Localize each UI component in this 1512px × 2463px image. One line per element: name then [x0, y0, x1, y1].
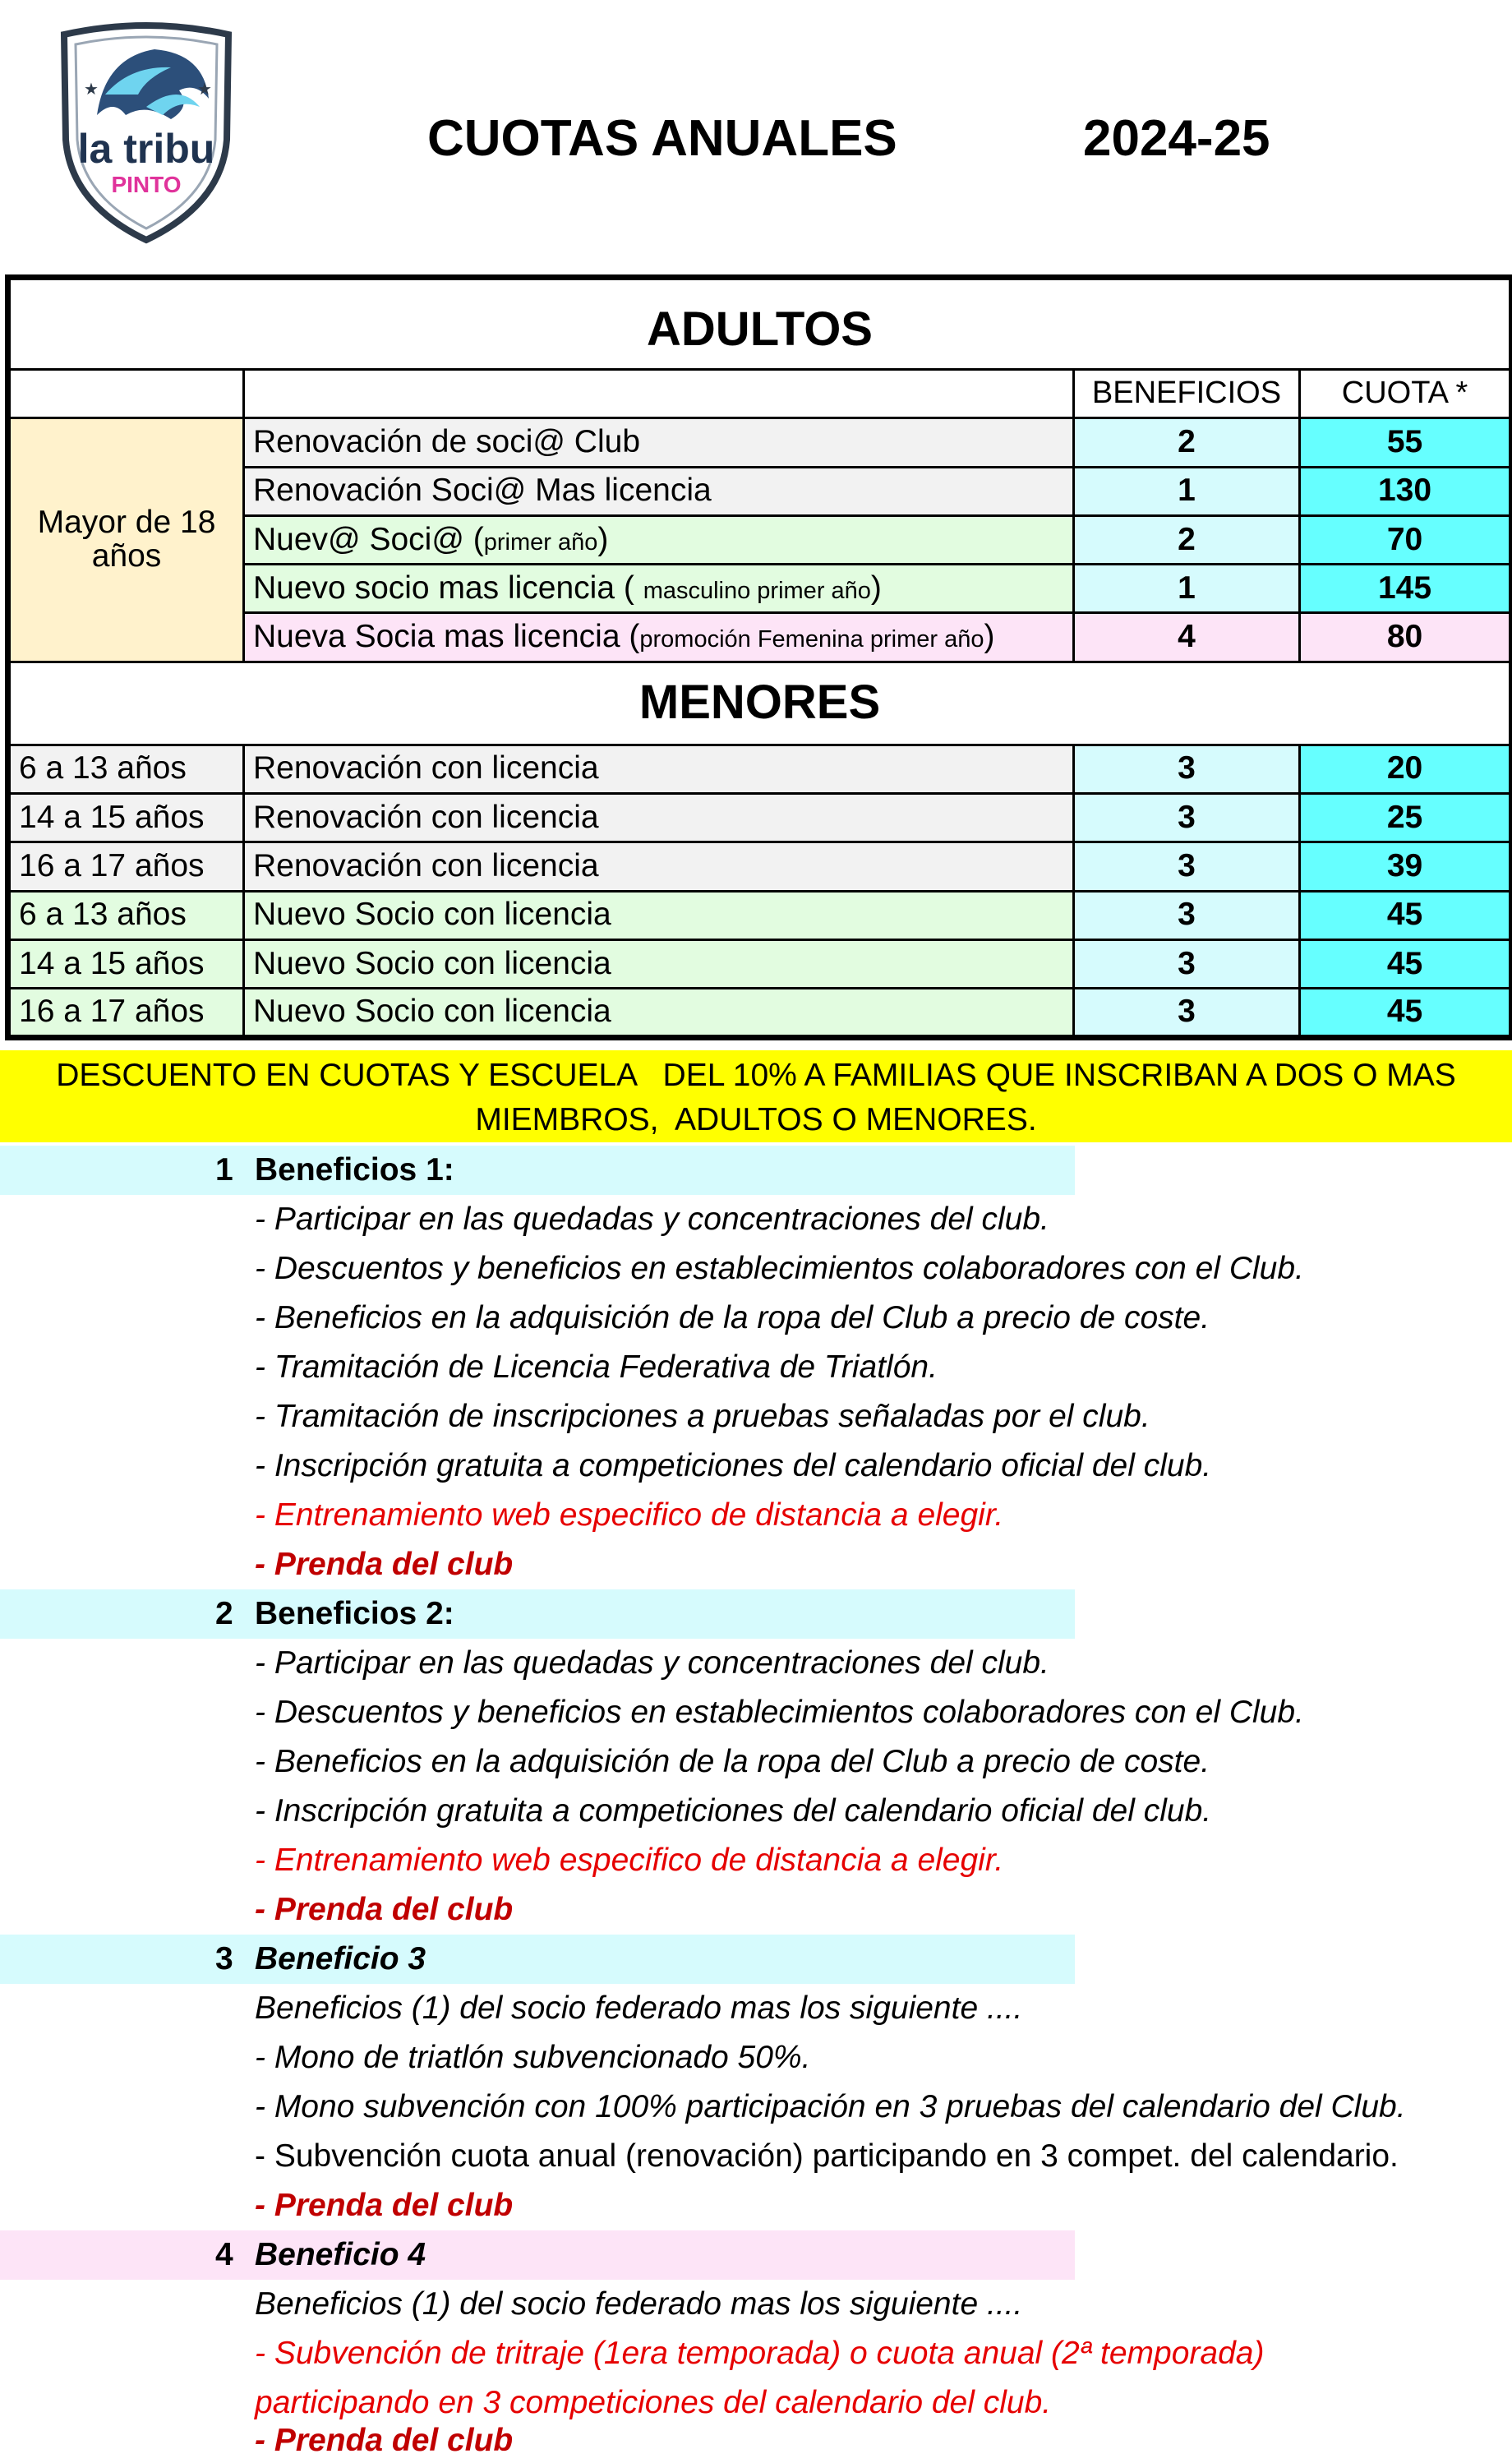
benefits-cell: 1	[1074, 467, 1300, 515]
benefits-cell: 3	[1074, 939, 1300, 988]
logo-text-main: la tribu	[77, 126, 215, 172]
fee-cell: 145	[1300, 565, 1512, 613]
col-header-fee: CUOTA *	[1300, 370, 1512, 418]
table-row	[8, 794, 1512, 842]
fee-cell: 55	[1300, 418, 1512, 467]
concept-cell: Renovación Soci@ Mas licencia	[244, 467, 1074, 515]
list-item: - Mono de triatlón subvencionado 50%.	[255, 2040, 811, 2075]
table-row	[8, 842, 1512, 891]
age-cell: 16 a 17 años	[8, 989, 244, 1037]
concept-note: promoción Femenina primer año	[639, 626, 984, 653]
list-item: - Tramitación de Licencia Federativa de Triatlón.	[255, 1349, 938, 1385]
benefit-title: Beneficio 3	[255, 1941, 426, 1976]
benefit-number: 2	[215, 1596, 233, 1631]
section-adults-title: ADULTOS	[8, 278, 1512, 370]
list-item: Beneficios (1) del socio federado mas los siguiente ....	[255, 1990, 1023, 2026]
concept-cell: Nuevo Socio con licencia	[244, 891, 1074, 939]
benefit-1-header	[0, 1146, 1075, 1195]
benefit-title: Beneficios 2:	[255, 1596, 454, 1631]
concept-note: primer año	[483, 528, 598, 556]
fee-cell: 25	[1300, 794, 1512, 842]
table-row	[8, 418, 1512, 467]
age-cell: 16 a 17 años	[8, 842, 244, 891]
age-cell: 6 a 13 años	[8, 745, 244, 793]
list-item-garment: - Prenda del club	[255, 2423, 514, 2458]
fee-cell: 80	[1300, 613, 1512, 662]
fee-cell: 70	[1300, 515, 1512, 564]
benefit-title: Beneficio 4	[255, 2237, 426, 2272]
list-item-highlight: - Entrenamiento web especifico de distancia a elegir.	[255, 1843, 1004, 1878]
col-header-benefits: BENEFICIOS	[1074, 370, 1300, 418]
benefit-number: 1	[215, 1152, 233, 1188]
fee-cell: 130	[1300, 467, 1512, 515]
list-item: - Descuentos y beneficios en establecimientos colaboradores con el Club.	[255, 1251, 1304, 1286]
list-item: - Beneficios en la adquisición de la ropa del Club a precio de coste.	[255, 1744, 1210, 1779]
age-cell: 6 a 13 años	[8, 891, 244, 939]
age-cell: 14 a 15 años	[8, 794, 244, 842]
concept-cell: Nuevo Socio con licencia	[244, 989, 1074, 1037]
fee-cell: 45	[1300, 939, 1512, 988]
section-minors-title: MENORES	[8, 662, 1512, 745]
benefits-cell: 1	[1074, 565, 1300, 613]
benefits-cell: 3	[1074, 891, 1300, 939]
benefit-number: 4	[215, 2237, 233, 2272]
discount-line-1: DESCUENTO EN CUOTAS Y ESCUELA DEL 10% A FAMILIAS QUE INSCRIBAN A DOS O MAS	[56, 1058, 1456, 1093]
list-item-garment: - Prenda del club	[255, 2188, 514, 2223]
benefit-4-header	[0, 2230, 1075, 2280]
list-item: - Subvención cuota anual (renovación) participando en 3 compet. del calendario.	[255, 2138, 1399, 2174]
table-row	[8, 891, 1512, 939]
list-item: - Mono subvención con 100% participación en 3 pruebas del calendario del Club.	[255, 2089, 1406, 2124]
list-item-highlight: participando en 3 competiciones del calendario del club.	[255, 2385, 1052, 2420]
club-logo	[48, 16, 245, 247]
concept-cell: Nuevo socio mas licencia ( masculino primer año)	[244, 565, 1074, 613]
list-item: - Beneficios en la adquisición de la ropa del Club a precio de coste.	[255, 1300, 1210, 1335]
list-item-highlight: - Subvención de tritraje (1era temporada) o cuota anual (2ª temporada)	[255, 2336, 1265, 2371]
concept-note: masculino primer año	[643, 577, 871, 604]
list-item: - Participar en las quedadas y concentraciones del club.	[255, 1645, 1049, 1681]
list-item: - Inscripción gratuita a competiciones del calendario oficial del club.	[255, 1448, 1212, 1483]
list-item-highlight: - Entrenamiento web especifico de distancia a elegir.	[255, 1497, 1004, 1533]
list-item-garment: - Prenda del club	[255, 1547, 514, 1582]
list-item: - Tramitación de inscripciones a pruebas señaladas por el club.	[255, 1399, 1150, 1434]
list-item: - Inscripción gratuita a competiciones del calendario oficial del club.	[255, 1793, 1212, 1829]
benefits-cell: 3	[1074, 745, 1300, 793]
age-cell: 14 a 15 años	[8, 939, 244, 988]
season-label: 2024-25	[1083, 110, 1270, 167]
logo-text-sub: PINTO	[111, 172, 182, 197]
concept-cell: Nuevo Socio con licencia	[244, 939, 1074, 988]
adult-group-label: Mayor de 18 años	[8, 418, 244, 662]
table-row	[8, 939, 1512, 988]
table-row	[8, 989, 1512, 1037]
concept-cell: Renovación con licencia	[244, 794, 1074, 842]
benefits-cell: 2	[1074, 515, 1300, 564]
concept-cell: Nueva Socia mas licencia (promoción Femenina primer año)	[244, 613, 1074, 662]
concept-cell: Nuev@ Soci@ (primer año)	[244, 515, 1074, 564]
fees-table	[5, 274, 1512, 1040]
svg-text:★: ★	[84, 81, 99, 99]
benefits-cell: 3	[1074, 794, 1300, 842]
concept-cell: Renovación con licencia	[244, 842, 1074, 891]
discount-banner	[0, 1050, 1512, 1142]
fee-cell: 45	[1300, 891, 1512, 939]
list-item: - Descuentos y beneficios en establecimientos colaboradores con el Club.	[255, 1695, 1304, 1730]
discount-line-2: MIEMBROS, ADULTOS O MENORES.	[475, 1102, 1037, 1137]
benefit-2-header	[0, 1589, 1075, 1639]
concept-cell: Renovación de soci@ Club	[244, 418, 1074, 467]
benefits-cell: 2	[1074, 418, 1300, 467]
benefits-cell: 3	[1074, 842, 1300, 891]
svg-text:★: ★	[197, 81, 212, 99]
list-item-garment: - Prenda del club	[255, 1892, 514, 1927]
benefits-cell: 3	[1074, 989, 1300, 1037]
list-item: Beneficios (1) del socio federado mas los siguiente ....	[255, 2286, 1023, 2322]
benefit-title: Beneficios 1:	[255, 1152, 454, 1188]
benefits-cell: 4	[1074, 613, 1300, 662]
concept-cell: Renovación con licencia	[244, 745, 1074, 793]
page-title: CUOTAS ANUALES	[427, 110, 897, 167]
table-row	[8, 745, 1512, 793]
benefit-3-header	[0, 1935, 1075, 1984]
fee-cell: 39	[1300, 842, 1512, 891]
benefit-number: 3	[215, 1941, 233, 1976]
fee-cell: 45	[1300, 989, 1512, 1037]
fee-cell: 20	[1300, 745, 1512, 793]
list-item: - Participar en las quedadas y concentraciones del club.	[255, 1202, 1049, 1237]
